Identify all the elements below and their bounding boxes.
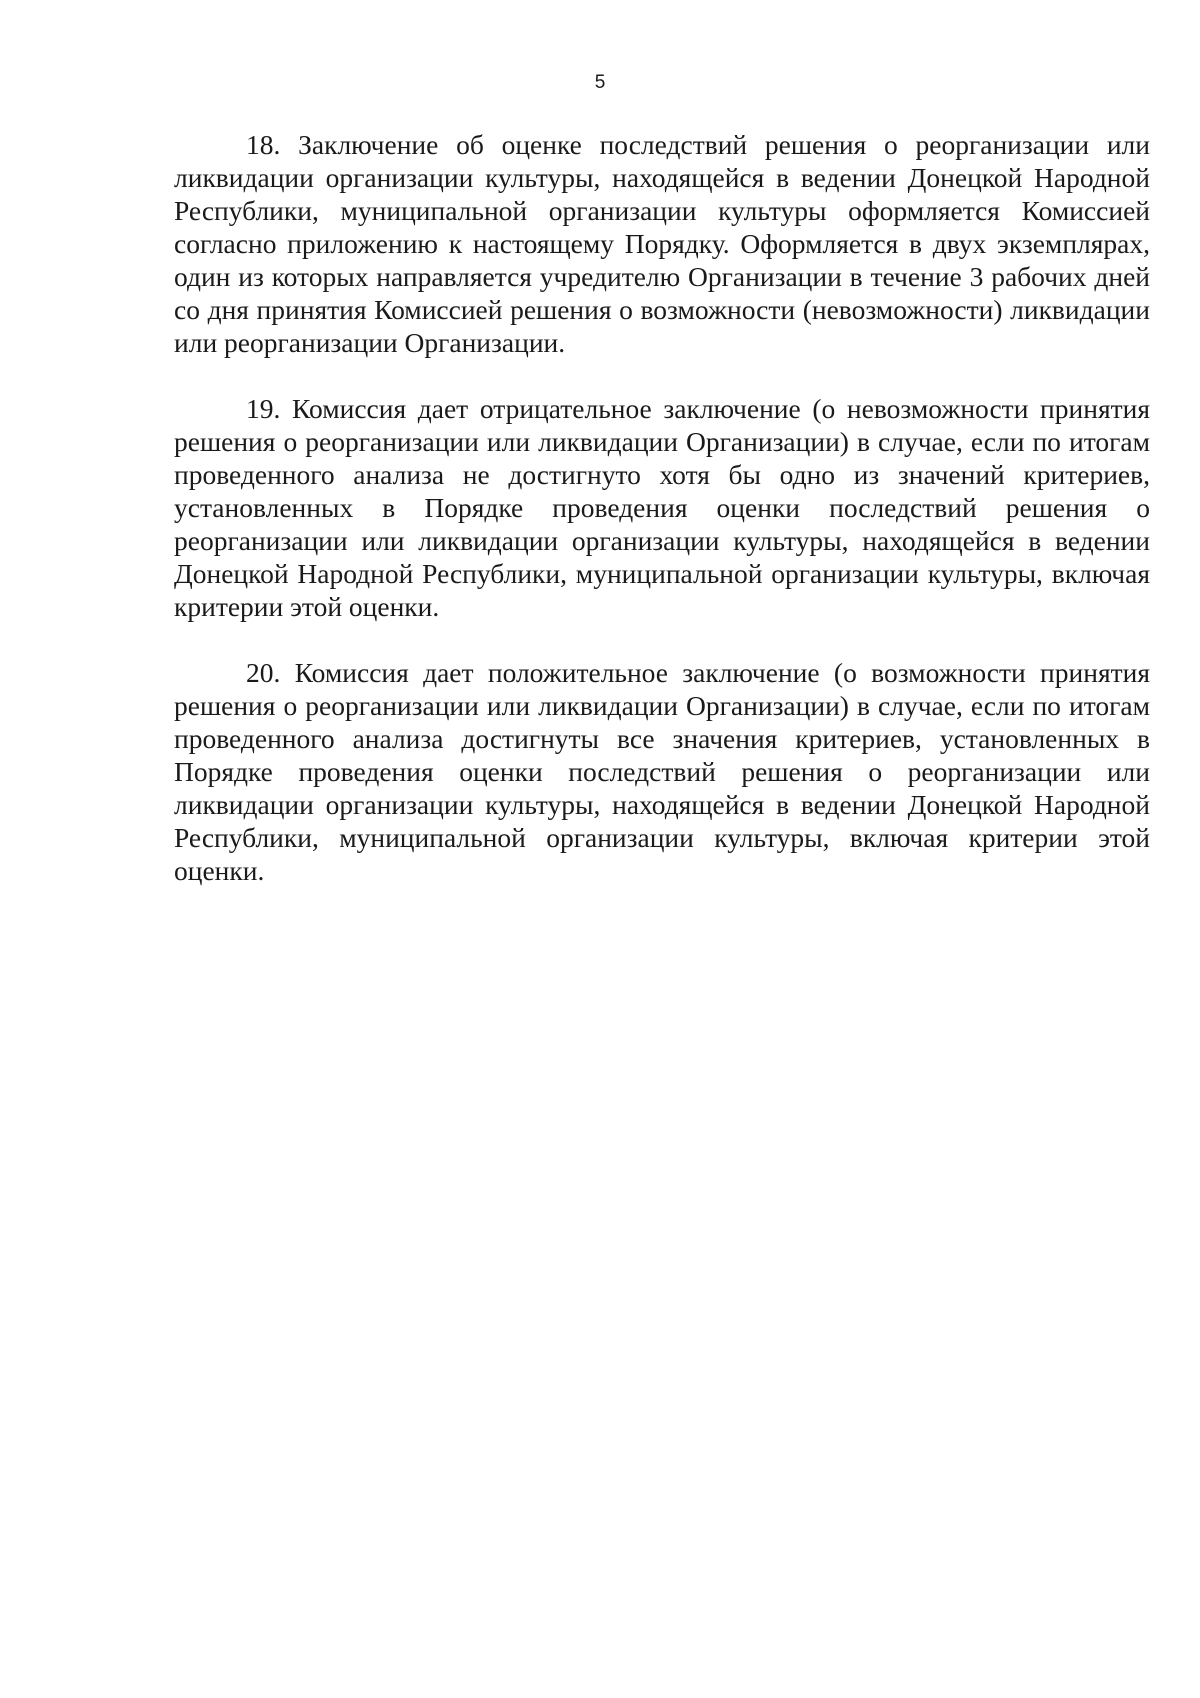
paragraph-20: 20. Комиссия дает положительное заключение (о возможности принятия решения о реорганизации или ликвидации Организации) в случае, если по итогам проведенного анализа достигнуты все значения критериев, установленных в Порядке проведения оценки последствий решения о реорганизации или ликвидации организации культуры, находящейся в ведении Донецкой Народной Республики, муниципальной организации культуры, включая критерии этой оценки.	[174, 657, 1150, 886]
page-number: 5	[594, 72, 606, 93]
document-body	[174, 128, 1150, 920]
paragraph-19: 19. Комиссия дает отрицательное заключение (о невозможности принятия решения о реорганизации или ликвидации Организации) в случае, если по итогам проведенного анализа не достигнуто хотя бы одно из значений критериев, установленных в Порядке проведения оценки последствий решения о реорганизации или ликвидации организации культуры, находящейся в ведении Донецкой Народной Республики, муниципальной организации культуры, включая критерии этой оценки.	[174, 393, 1150, 622]
paragraph-18: 18. Заключение об оценке последствий решения о реорганизации или ликвидации организации культуры, находящейся в ведении Донецкой Народной Республики, муниципальной организации культуры оформляется Комиссией согласно приложению к настоящему Порядку. Оформляется в двух экземплярах, один из которых направляется учредителю Организации в течение 3 рабочих дней со дня принятия Комиссией решения о возможности (невозможности) ликвидации или реорганизации Организации.	[174, 129, 1150, 358]
